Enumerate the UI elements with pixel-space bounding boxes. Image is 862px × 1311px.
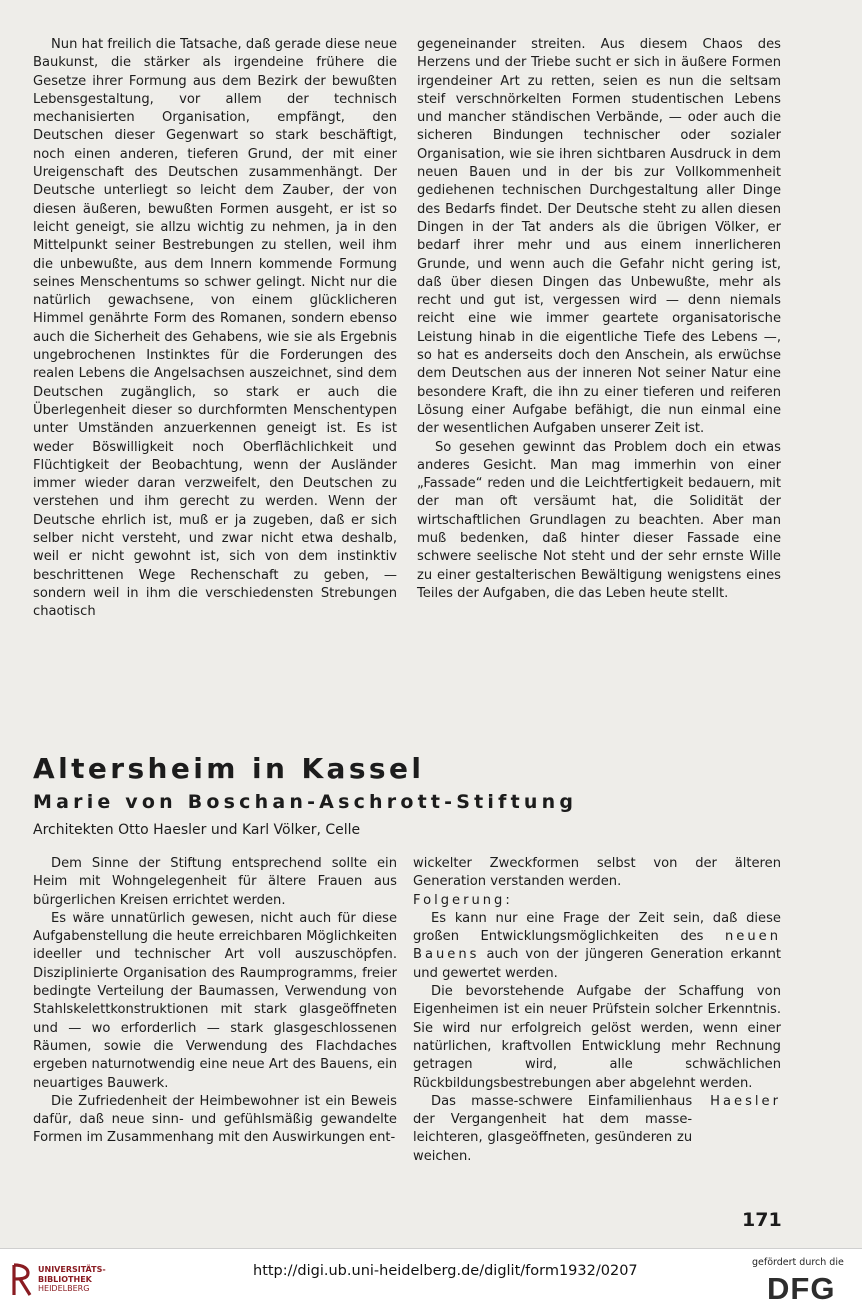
emphasized-text: neuen Bauens [413, 929, 781, 963]
paragraph: So gesehen gewinnt das Problem doch ein etwas anderes Gesicht. Man mag immerhin von einer „Fassade“ reden und die Leichtfertigkeit bedauern, mit der man oft versäumt hat, die Solidität der wirtschaftlichen Grundlagen zu beachten. Aber man muß bedenken, daß hinter dieser Fassade eine schwere seelische Not steht und der sehr ernste Wille zu einer gestalterischen Bewältigung wenigstens eines Teiles der Aufgaben, die das Leben heute stellt. [417, 439, 781, 601]
top-left-column [33, 36, 397, 622]
paragraph: Die bevorstehende Aufgabe der Schaffung von Eigenheimen ist ein neuer Prüfstein solcher Erkenntnis. Sie wird nur erfolgreich gelöst werden, wenn einer natürlichen, kraftvollen Entwicklung mehr Rechnung getragen wird, alle schwächlichen Rückbildungsbestrebungen aber abgelehnt werden. [413, 984, 781, 1091]
library-name[interactable] [38, 1265, 106, 1294]
paragraph-text: Es kann nur eine Frage der Zeit sein, daß diese großen Entwicklungsmöglichkeiten des [413, 910, 781, 945]
footer-bar [0, 1248, 862, 1311]
paragraph: wickelter Zweckformen selbst von der älteren Generation verstanden werden. [413, 856, 781, 890]
funding-note: gefördert durch die [752, 1257, 844, 1268]
article-subtitle: Marie von Boschan-Aschrott-Stiftung [33, 791, 578, 813]
paragraph: gegeneinander streiten. Aus diesem Chaos des Herzens und der Triebe sucht er sich in äußere Formen irgendeiner Art zu retten, seien es nun die seltsam steif verschnörkelten Formen studentischen Lebens und mancher ständischen Verbände, — oder auch die sicheren Bindungen technischer oder sozialer Organisation, wie sie ihren sichtbaren Ausdruck in dem neuen Bauen und in der bis zur Vollkommenheit gediehenen technischen Durchgestaltung aller Dinge des Bedarfs findet. Der Deutsche steht zu allen diesen Dingen in der Tat anders als die übrigen Völker, er bedarf ihrer mehr und aus einem innerlicheren Grunde, und wenn auch die Gefahr nicht gering ist, daß über diesen Dingen das Unbewußte, mehr als recht und gut ist, vergessen wird — denn niemals reicht eine wie immer geartete organisatorische Leistung hinab in die eigentliche Tiefe des Lebens —, so hat es anderseits doch den Anschein, als erwüchse dem Deutschen aus der inneren Not seiner Natur eine besondere Kraft, die ihn zu einer tieferen und reiferen Lösung einer Aufgabe befähigt, die nun einmal eine der wesentlichen Aufgaben unserer Zeit ist. [417, 37, 781, 437]
permalink-url[interactable]: http://digi.ub.uni-heidelberg.de/diglit/form1932/0207 [253, 1263, 638, 1279]
library-line: BIBLIOTHEK [38, 1274, 92, 1284]
library-line: HEIDELBERG [38, 1284, 90, 1293]
library-logo-icon [10, 1261, 34, 1299]
bottom-left-column [33, 855, 397, 1148]
architects-credit: Architekten Otto Haesler und Karl Völker, Celle [33, 822, 361, 838]
paragraph-text: Das masse-schwere Einfamilienhaus der Vergangenheit hat dem masse-leichteren, glasgeöffneten, gesünderen zu weichen. [413, 1093, 693, 1164]
page-number: 171 [742, 1209, 782, 1231]
paragraph: Dem Sinne der Stiftung entsprechend sollte ein Heim mit Wohngelegenheit für ältere Frauen aus bürgerlichen Kreisen errichtet werden. [33, 856, 397, 908]
paragraph-with-signature [413, 1093, 781, 1166]
paragraph [413, 910, 781, 983]
top-right-column [417, 36, 781, 603]
bottom-right-column [413, 855, 781, 1166]
library-line: UNIVERSITÄTS- [38, 1265, 106, 1274]
paragraph: Es wäre unnatürlich gewesen, nicht auch für diese Aufgabenstellung die heute erreichbaren Möglichkeiten ideeller und technischer Art voll auszuschöpfen. Disziplinierte Organisation des Raumprogramms, freier bedingte Verteilung der Baumassen, Verwendung von Stahlskelettkonstruktionen mit stark glasgeöffneten und — wo erforderlich — stark glasgeschlossenen Räumen, sowie die Verwendung des Flachdaches ergeben naturnotwendig eine neue Art des Bauens, ein neuartiges Bauwerk. [33, 910, 397, 1091]
paragraph: Nun hat freilich die Tatsache, daß gerade diese neue Baukunst, die stärker als irgendeine frühere die Gesetze ihrer Formung aus dem Bezirk der bewußten Lebensgestaltung, vor allem der technisch mechanisierten Organisation, empfängt, den Deutschen dieser Gegenwart so stark beschäftigt, noch einen anderen, tieferen Grund, der mit einer Ureigenschaft des Deutschen zusammenhängt. Der Deutsche unterliegt so leicht dem Zauber, der von diesen äußeren, bewußten Formen ausgeht, er ist so leicht geneigt, sie allzu wichtig zu nehmen, ja in den Mittelpunkt seiner Bestrebungen zu stellen, weil ihm die unbewußte, aus dem Innern kommende Formung seines Menschentums so schwer gelingt. Nicht nur die natürlich gewachsene, von einem glücklicheren Himmel genährte Form des Romanen, sondern ebenso auch die Sicherheit des Gehabens, wie sie als Ergebnis ungebrochenen Instinktes für die Forderungen des realen Lebens die Angelsachsen auszeichnet, sind dem Deutschen zugänglich, so stark er auch die Überlegenheit dieser so durchformten Menschentypen unter Umständen anzuerkennen geneigt ist. Es ist weder Böswilligkeit noch Oberflächlichkeit und Flüchtigkeit der Beobachtung, wenn der Ausländer immer wieder daran verzweifelt, den Deutschen zu verstehen und ihm gerecht zu werden. Wenn der Deutsche ehrlich ist, muß er ja zugeben, daß er sich selber nicht versteht, und zwar nicht etwa deshalb, weil er nicht gewohnt ist, sich von dem instinktiv beschrittenen Wege Rechenschaft zu geben, — sondern weil in ihm die verschiedensten Strebungen chaotisch [33, 37, 397, 620]
article-title: Altersheim in Kassel [33, 752, 425, 785]
author-signature: Haesler [710, 1093, 781, 1109]
paragraph: Die Zufriedenheit der Heimbewohner ist ein Beweis dafür, daß neue sinn- und gefühlsmäßig gewandelte Formen im Zusammenhang mit den Auswirkungen ent- [33, 1093, 397, 1146]
dfg-logo[interactable]: DFG [767, 1271, 836, 1306]
paragraph-text: auch von der jüngeren Generation erkannt und gewertet werden. [413, 947, 781, 981]
section-label: Folgerung: [413, 892, 513, 908]
